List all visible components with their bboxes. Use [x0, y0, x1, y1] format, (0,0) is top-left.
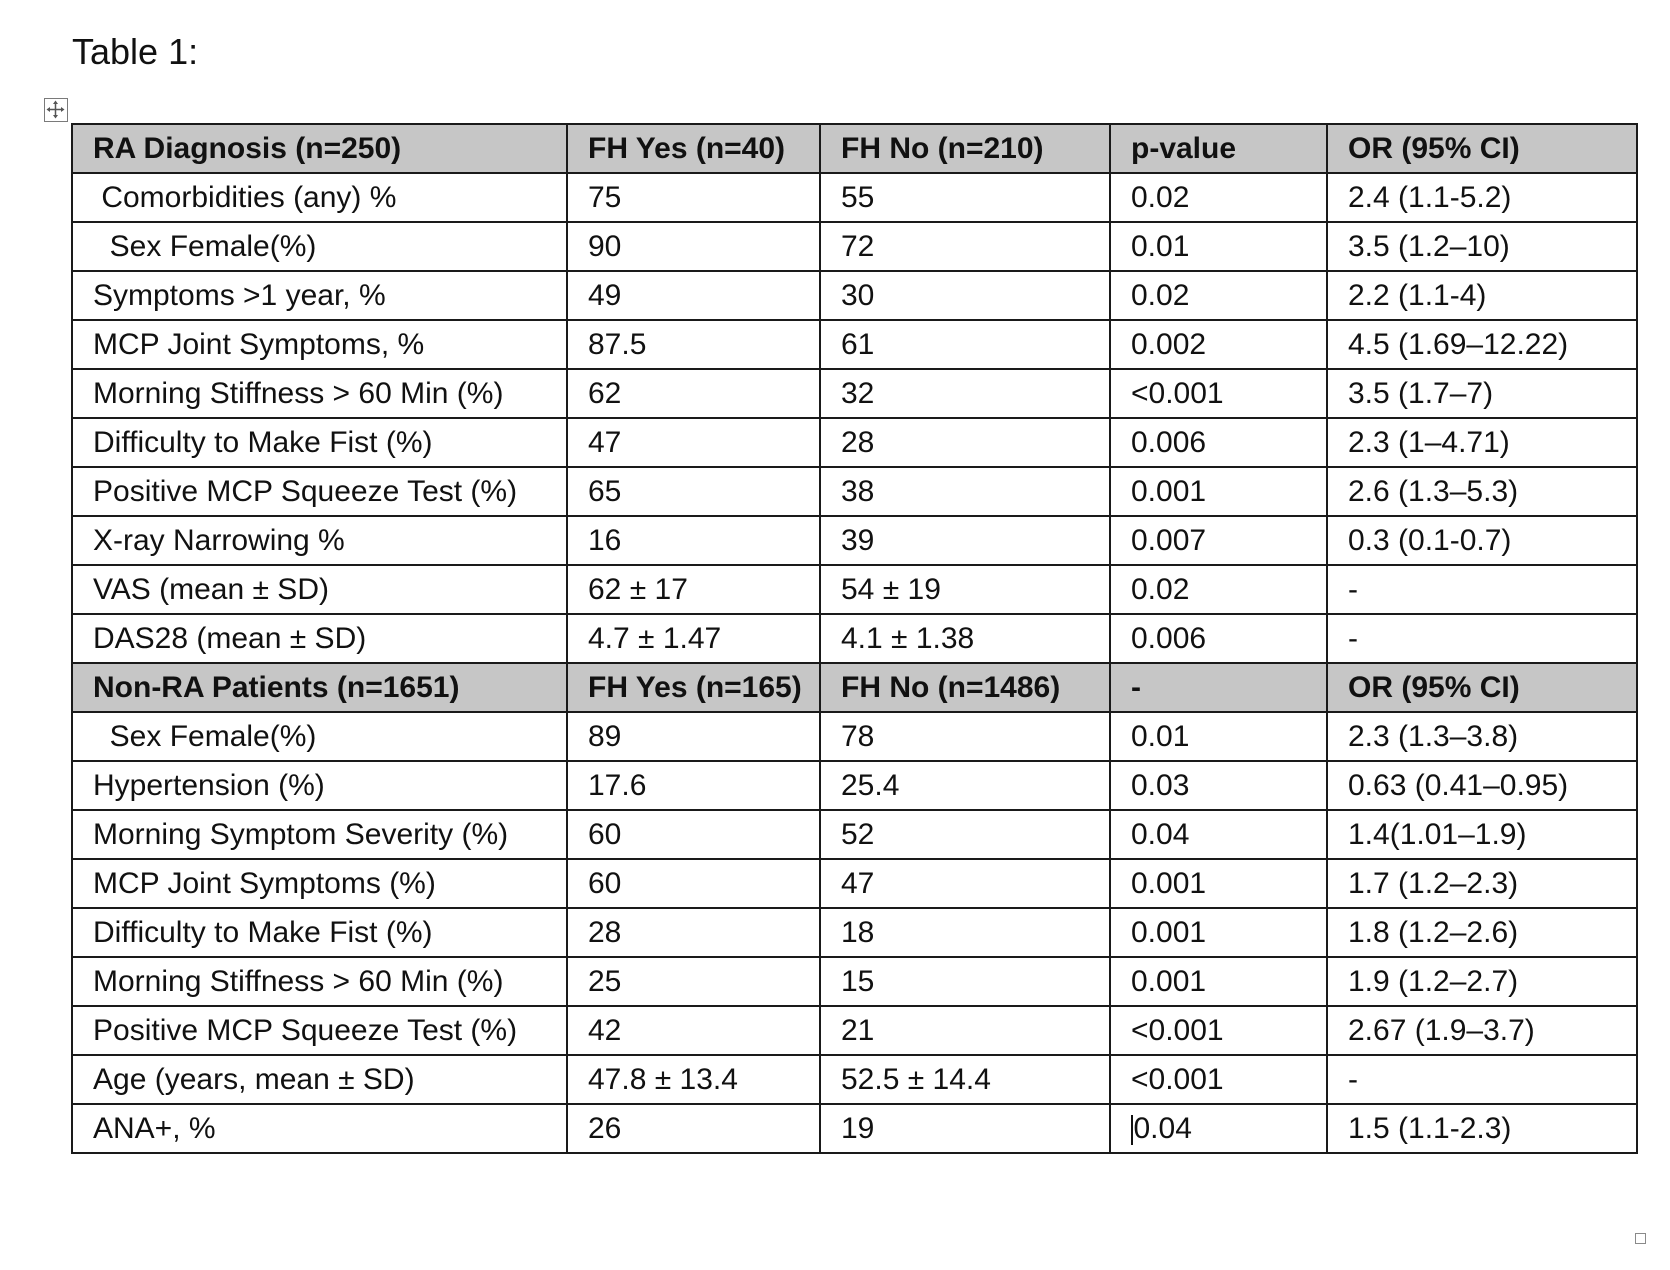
table-cell[interactable]: 26: [567, 1104, 820, 1153]
table-row: [72, 614, 1637, 663]
table-cell[interactable]: Symptoms >1 year, %: [72, 271, 567, 320]
table-cell[interactable]: <0.001: [1110, 369, 1327, 418]
table-cell[interactable]: Morning Stiffness > 60 Min (%): [72, 369, 567, 418]
table-cell[interactable]: 75: [567, 173, 820, 222]
table-row: [72, 418, 1637, 467]
table-cell[interactable]: 0.001: [1110, 957, 1327, 1006]
table-row: [72, 222, 1637, 271]
table-cell[interactable]: 0.02: [1110, 173, 1327, 222]
table-row: [72, 173, 1637, 222]
table-cell[interactable]: 2.3 (1.3–3.8): [1327, 712, 1637, 761]
table-cell[interactable]: Positive MCP Squeeze Test (%): [72, 467, 567, 516]
table-cell[interactable]: Morning Stiffness > 60 Min (%): [72, 957, 567, 1006]
table-cell[interactable]: 0.007: [1110, 516, 1327, 565]
table-header-cell[interactable]: FH Yes (n=165): [567, 663, 820, 712]
table-cell[interactable]: 16: [567, 516, 820, 565]
table-cell[interactable]: 62 ± 17: [567, 565, 820, 614]
table-cell[interactable]: 47.8 ± 13.4: [567, 1055, 820, 1104]
table-cell[interactable]: 18: [820, 908, 1110, 957]
table-header-cell[interactable]: RA Diagnosis (n=250): [72, 124, 567, 173]
table-cell[interactable]: 60: [567, 810, 820, 859]
table-cell[interactable]: ANA+, %: [72, 1104, 567, 1153]
table-cell[interactable]: Positive MCP Squeeze Test (%): [72, 1006, 567, 1055]
table-cell[interactable]: 78: [820, 712, 1110, 761]
table-cell[interactable]: 1.8 (1.2–2.6): [1327, 908, 1637, 957]
table-cell[interactable]: 0.02: [1110, 565, 1327, 614]
table-cell[interactable]: Hypertension (%): [72, 761, 567, 810]
table-cell[interactable]: 1.4(1.01–1.9): [1327, 810, 1637, 859]
table-caption: Table 1:: [72, 31, 199, 72]
table-cell[interactable]: VAS (mean ± SD): [72, 565, 567, 614]
table-row: [72, 1104, 1637, 1153]
table-cell[interactable]: X-ray Narrowing %: [72, 516, 567, 565]
table-cell[interactable]: Morning Symptom Severity (%): [72, 810, 567, 859]
table-cell[interactable]: 4.5 (1.69–12.22): [1327, 320, 1637, 369]
table-cell[interactable]: 3.5 (1.2–10): [1327, 222, 1637, 271]
table-cell[interactable]: 87.5: [567, 320, 820, 369]
table-cell[interactable]: Comorbidities (any) %: [72, 173, 567, 222]
table-cell[interactable]: 62: [567, 369, 820, 418]
table-cell[interactable]: 19: [820, 1104, 1110, 1153]
table-cell[interactable]: 55: [820, 173, 1110, 222]
table-cell[interactable]: 2.6 (1.3–5.3): [1327, 467, 1637, 516]
table-cell[interactable]: 0.04: [1110, 810, 1327, 859]
table-cell[interactable]: 25.4: [820, 761, 1110, 810]
table-row: [72, 467, 1637, 516]
table-cell[interactable]: 52: [820, 810, 1110, 859]
resize-square-icon[interactable]: [1635, 1233, 1646, 1244]
table-cell[interactable]: -: [1327, 614, 1637, 663]
table-cell[interactable]: 52.5 ± 14.4: [820, 1055, 1110, 1104]
table-row: [72, 320, 1637, 369]
table-cell[interactable]: 25: [567, 957, 820, 1006]
table-cell[interactable]: 0.63 (0.41–0.95): [1327, 761, 1637, 810]
table-cell[interactable]: DAS28 (mean ± SD): [72, 614, 567, 663]
table-header-row: [72, 663, 1637, 712]
table-cell[interactable]: 90: [567, 222, 820, 271]
table-header-cell[interactable]: OR (95% CI): [1327, 124, 1637, 173]
table-row: [72, 957, 1637, 1006]
table-cell[interactable]: -: [1327, 1055, 1637, 1104]
table-header-cell[interactable]: FH No (n=210): [820, 124, 1110, 173]
table-cell[interactable]: 61: [820, 320, 1110, 369]
table-cell[interactable]: Sex Female(%): [72, 712, 567, 761]
table-cell[interactable]: 1.7 (1.2–2.3): [1327, 859, 1637, 908]
table-header-cell[interactable]: Non-RA Patients (n=1651): [72, 663, 567, 712]
table-cell[interactable]: 0.03: [1110, 761, 1327, 810]
table-row: [72, 369, 1637, 418]
table-cell[interactable]: 60: [567, 859, 820, 908]
table-cell[interactable]: 65: [567, 467, 820, 516]
table-cell[interactable]: 0.006: [1110, 418, 1327, 467]
table-row: [72, 1055, 1637, 1104]
table-cell[interactable]: <0.001: [1110, 1055, 1327, 1104]
table-header-cell[interactable]: p-value: [1110, 124, 1327, 173]
table-cell[interactable]: Sex Female(%): [72, 222, 567, 271]
table-row: [72, 712, 1637, 761]
table-cell[interactable]: 0.02: [1110, 271, 1327, 320]
table-cell[interactable]: 2.3 (1–4.71): [1327, 418, 1637, 467]
table-cell[interactable]: 28: [820, 418, 1110, 467]
table-cell[interactable]: 17.6: [567, 761, 820, 810]
table-cell[interactable]: 0.04: [1110, 1104, 1327, 1153]
table-cell[interactable]: 49: [567, 271, 820, 320]
table-cell[interactable]: MCP Joint Symptoms (%): [72, 859, 567, 908]
table-cell[interactable]: 47: [567, 418, 820, 467]
table-cell[interactable]: 21: [820, 1006, 1110, 1055]
table-cell[interactable]: 32: [820, 369, 1110, 418]
table-cell[interactable]: 89: [567, 712, 820, 761]
table-cell[interactable]: 72: [820, 222, 1110, 271]
table-row: [72, 1006, 1637, 1055]
table-cell[interactable]: 2.4 (1.1-5.2): [1327, 173, 1637, 222]
table-cell[interactable]: <0.001: [1110, 1006, 1327, 1055]
table-header-cell[interactable]: OR (95% CI): [1327, 663, 1637, 712]
table-row: [72, 271, 1637, 320]
table-cell[interactable]: 0.002: [1110, 320, 1327, 369]
table-cell[interactable]: 3.5 (1.7–7): [1327, 369, 1637, 418]
table-cell[interactable]: 0.001: [1110, 859, 1327, 908]
table-header-cell[interactable]: FH Yes (n=40): [567, 124, 820, 173]
table-cell[interactable]: 28: [567, 908, 820, 957]
table-cell[interactable]: 1.9 (1.2–2.7): [1327, 957, 1637, 1006]
table-cell[interactable]: -: [1327, 565, 1637, 614]
table-row: [72, 516, 1637, 565]
table-cell[interactable]: Age (years, mean ± SD): [72, 1055, 567, 1104]
table-cell[interactable]: 2.67 (1.9–3.7): [1327, 1006, 1637, 1055]
data-table: [71, 123, 1638, 1154]
table-row: [72, 810, 1637, 859]
table-cell[interactable]: 0.01: [1110, 222, 1327, 271]
table-header-cell[interactable]: FH No (n=1486): [820, 663, 1110, 712]
text-cursor: [1131, 1115, 1133, 1145]
table-header-cell[interactable]: -: [1110, 663, 1327, 712]
table-row: [72, 761, 1637, 810]
table-row: [72, 859, 1637, 908]
table-cell[interactable]: 1.5 (1.1-2.3): [1327, 1104, 1637, 1153]
table-cell[interactable]: 4.7 ± 1.47: [567, 614, 820, 663]
table-cell[interactable]: 0.3 (0.1-0.7): [1327, 516, 1637, 565]
table-cell[interactable]: 39: [820, 516, 1110, 565]
table-cell[interactable]: 47: [820, 859, 1110, 908]
table-header-row: [72, 124, 1637, 173]
table-cell[interactable]: 42: [567, 1006, 820, 1055]
table-cell[interactable]: 0.001: [1110, 467, 1327, 516]
table-cell[interactable]: 15: [820, 957, 1110, 1006]
table-cell[interactable]: 0.006: [1110, 614, 1327, 663]
table-row: [72, 565, 1637, 614]
table-cell[interactable]: 38: [820, 467, 1110, 516]
table-cell[interactable]: 30: [820, 271, 1110, 320]
table-cell[interactable]: Difficulty to Make Fist (%): [72, 418, 567, 467]
table-cell[interactable]: 2.2 (1.1-4): [1327, 271, 1637, 320]
table-row: [72, 908, 1637, 957]
table-cell[interactable]: 0.01: [1110, 712, 1327, 761]
move-arrows-icon[interactable]: [44, 98, 68, 122]
table-cell[interactable]: MCP Joint Symptoms, %: [72, 320, 567, 369]
table-cell[interactable]: 0.001: [1110, 908, 1327, 957]
table-cell[interactable]: 4.1 ± 1.38: [820, 614, 1110, 663]
table-cell[interactable]: Difficulty to Make Fist (%): [72, 908, 567, 957]
table-cell[interactable]: 54 ± 19: [820, 565, 1110, 614]
